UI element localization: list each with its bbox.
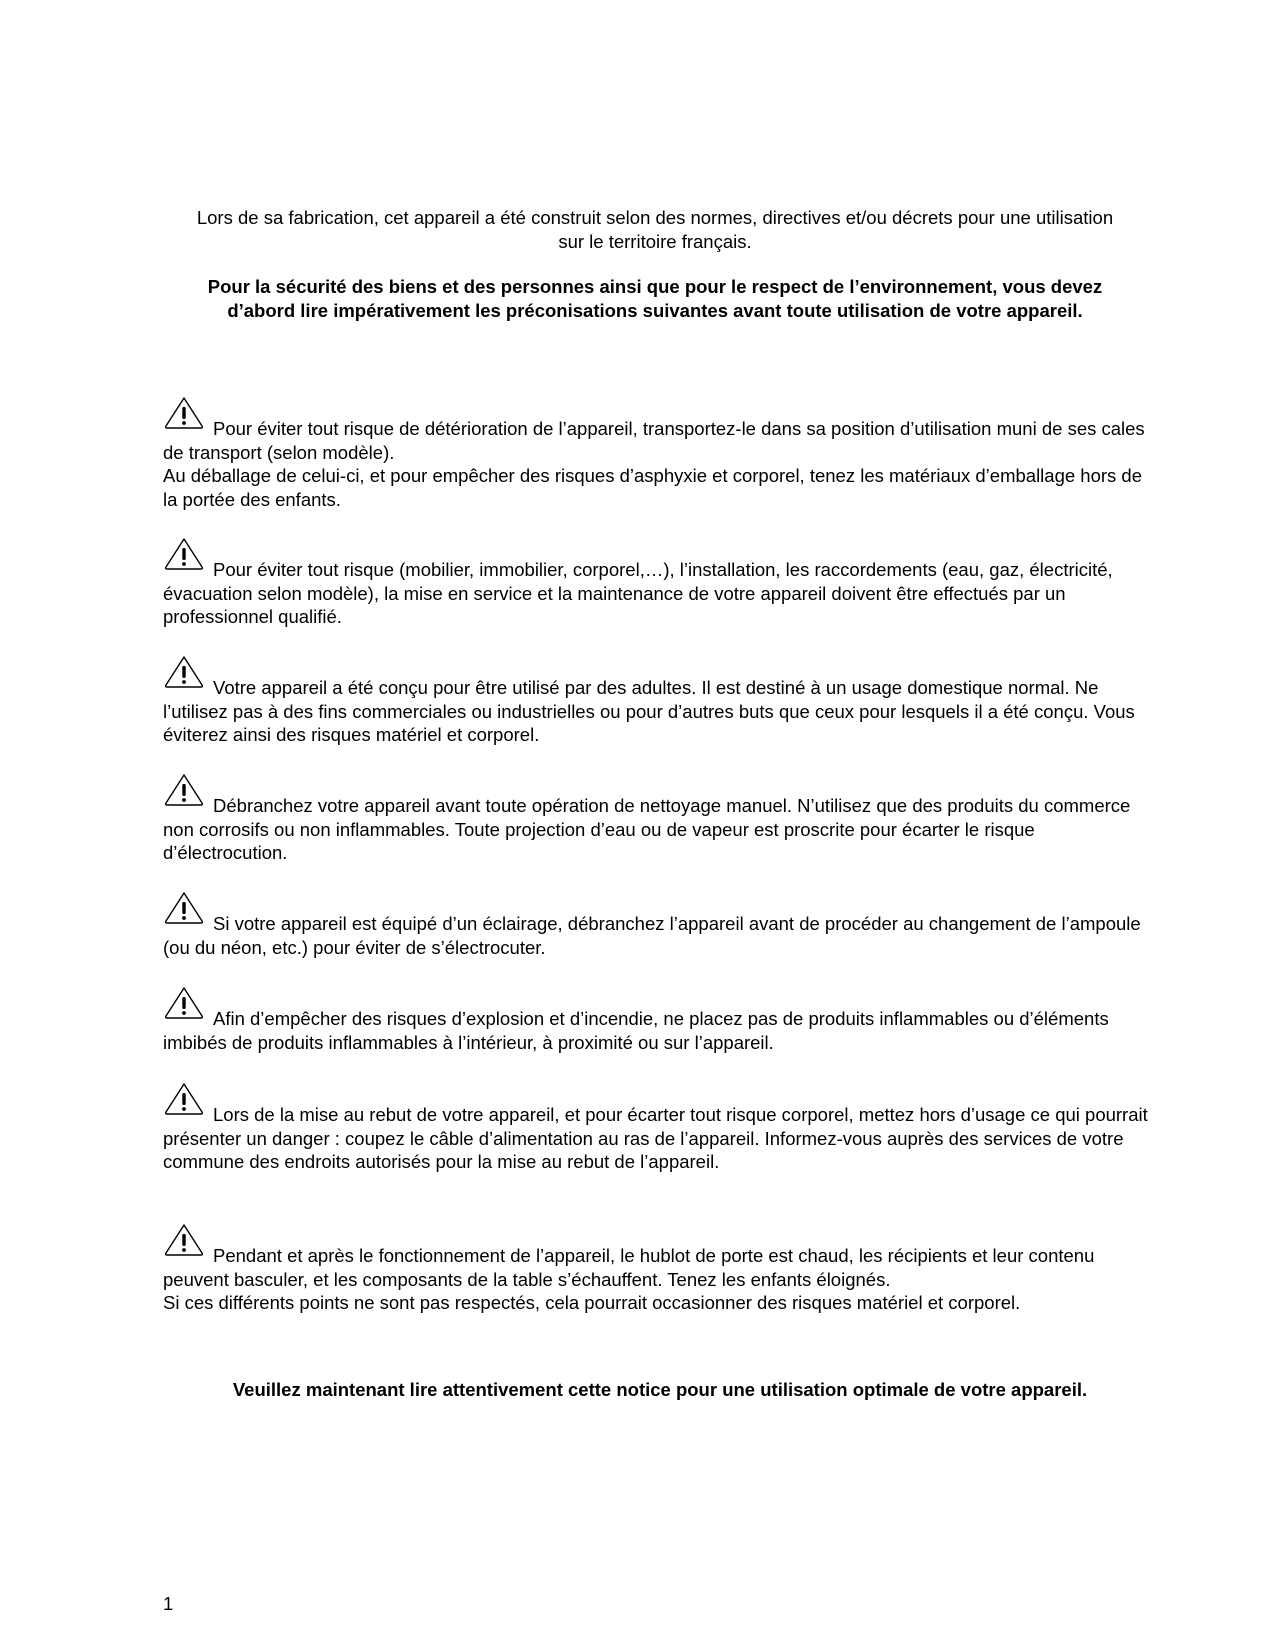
warning-icon xyxy=(163,985,205,1023)
warning-text: Si votre appareil est équipé d’un éclairage, débranchez l’appareil avant de procéder au changement de l’ampoule (ou du néon, etc.) pour éviter de s’électrocuter. xyxy=(163,913,1141,958)
warning-text: Votre appareil a été conçu pour être utilisé par des adultes. Il est destiné à un usage domestique normal. Ne l’utilisez pas à des fins commerciales ou industrielles ou pour d’autres buts que ceux pour lesquels il a été conçu. Vous éviterez ainsi des risques matériel et corporel. xyxy=(163,677,1135,745)
warning-item-2 xyxy=(163,536,1158,629)
intro-text: Lors de sa fabrication, cet appareil a été construit selon des normes, directives et/ou décrets pour une utilisation sur le territoire français. xyxy=(196,207,1114,252)
warning-text: Débranchez votre appareil avant toute opération de nettoyage manuel. N’utilisez que des produits du commerce non corrosifs ou non inflammables. Toute projection d’eau ou de vapeur est proscrite pour écarter le risque d’électrocution. xyxy=(163,795,1131,863)
warning-item-7 xyxy=(163,1081,1158,1174)
warning-item-1 xyxy=(163,395,1158,511)
warning-text: Afin d’empêcher des risques d’explosion et d’incendie, ne placez pas de produits inflammables ou d’éléments imbibés de produits inflammables à l’intérieur, à proximité ou sur l’appareil. xyxy=(163,1008,1109,1053)
warning-extra-text: Au déballage de celui-ci, et pour empêcher des risques d’asphyxie et corporel, tenez les matériaux d’emballage hors de la portée des enfants. xyxy=(163,465,1143,510)
warning-text: Pour éviter tout risque de détérioration de l’appareil, transportez-le dans sa position d’utilisation muni de ses cales de transport (selon modèle). xyxy=(163,418,1145,463)
warning-text: Pendant et après le fonctionnement de l’appareil, le hublot de porte est chaud, les récipients et leur contenu peuvent basculer, et les composants de la table s’échauffent. Tenez les enfants éloignés. xyxy=(163,1245,1095,1290)
warning-icon xyxy=(163,1222,205,1260)
warning-icon xyxy=(163,654,205,692)
closing-note: Veuillez maintenant lire attentivement cette notice pour une utilisation optimale de votre appareil. xyxy=(232,1379,1088,1400)
intro-bold-paragraph xyxy=(185,275,1125,323)
intro-bold-text: Pour la sécurité des biens et des personnes ainsi que pour le respect de l’environnement, vous devez d’abord lire impérativement les préconisations suivantes avant toute utilisation de votre appareil. xyxy=(207,276,1103,321)
intro-paragraph xyxy=(185,206,1125,254)
warning-text: Lors de la mise au rebut de votre appareil, et pour écarter tout risque corporel, mettez hors d’usage ce qui pourrait présenter un danger : coupez le câble d’alimentation au ras de l’appareil. Informez-vous auprès des services de votre commune des endroits autorisés pour la mise au rebut de l’appareil. xyxy=(163,1104,1148,1172)
warning-extra-text: Si ces différents points ne sont pas respectés, cela pourrait occasionner des risques matériel et corporel. xyxy=(163,1292,1021,1313)
warning-item-8 xyxy=(163,1222,1158,1315)
warning-icon xyxy=(163,772,205,810)
warning-icon xyxy=(163,1081,205,1119)
warning-item-5 xyxy=(163,890,1158,959)
warning-icon xyxy=(163,890,205,928)
warning-item-6 xyxy=(163,985,1158,1054)
page-number: 1 xyxy=(163,1593,174,1614)
warning-icon xyxy=(163,536,205,574)
warning-icon xyxy=(163,395,205,433)
warning-text: Pour éviter tout risque (mobilier, immobilier, corporel,…), l’installation, les raccordements (eau, gaz, électricité, évacuation selon modèle), la mise en service et la maintenance de votre appareil doivent être effectués par un professionnel qualifié. xyxy=(163,559,1113,627)
warning-item-4 xyxy=(163,772,1158,865)
warning-item-3 xyxy=(163,654,1158,747)
